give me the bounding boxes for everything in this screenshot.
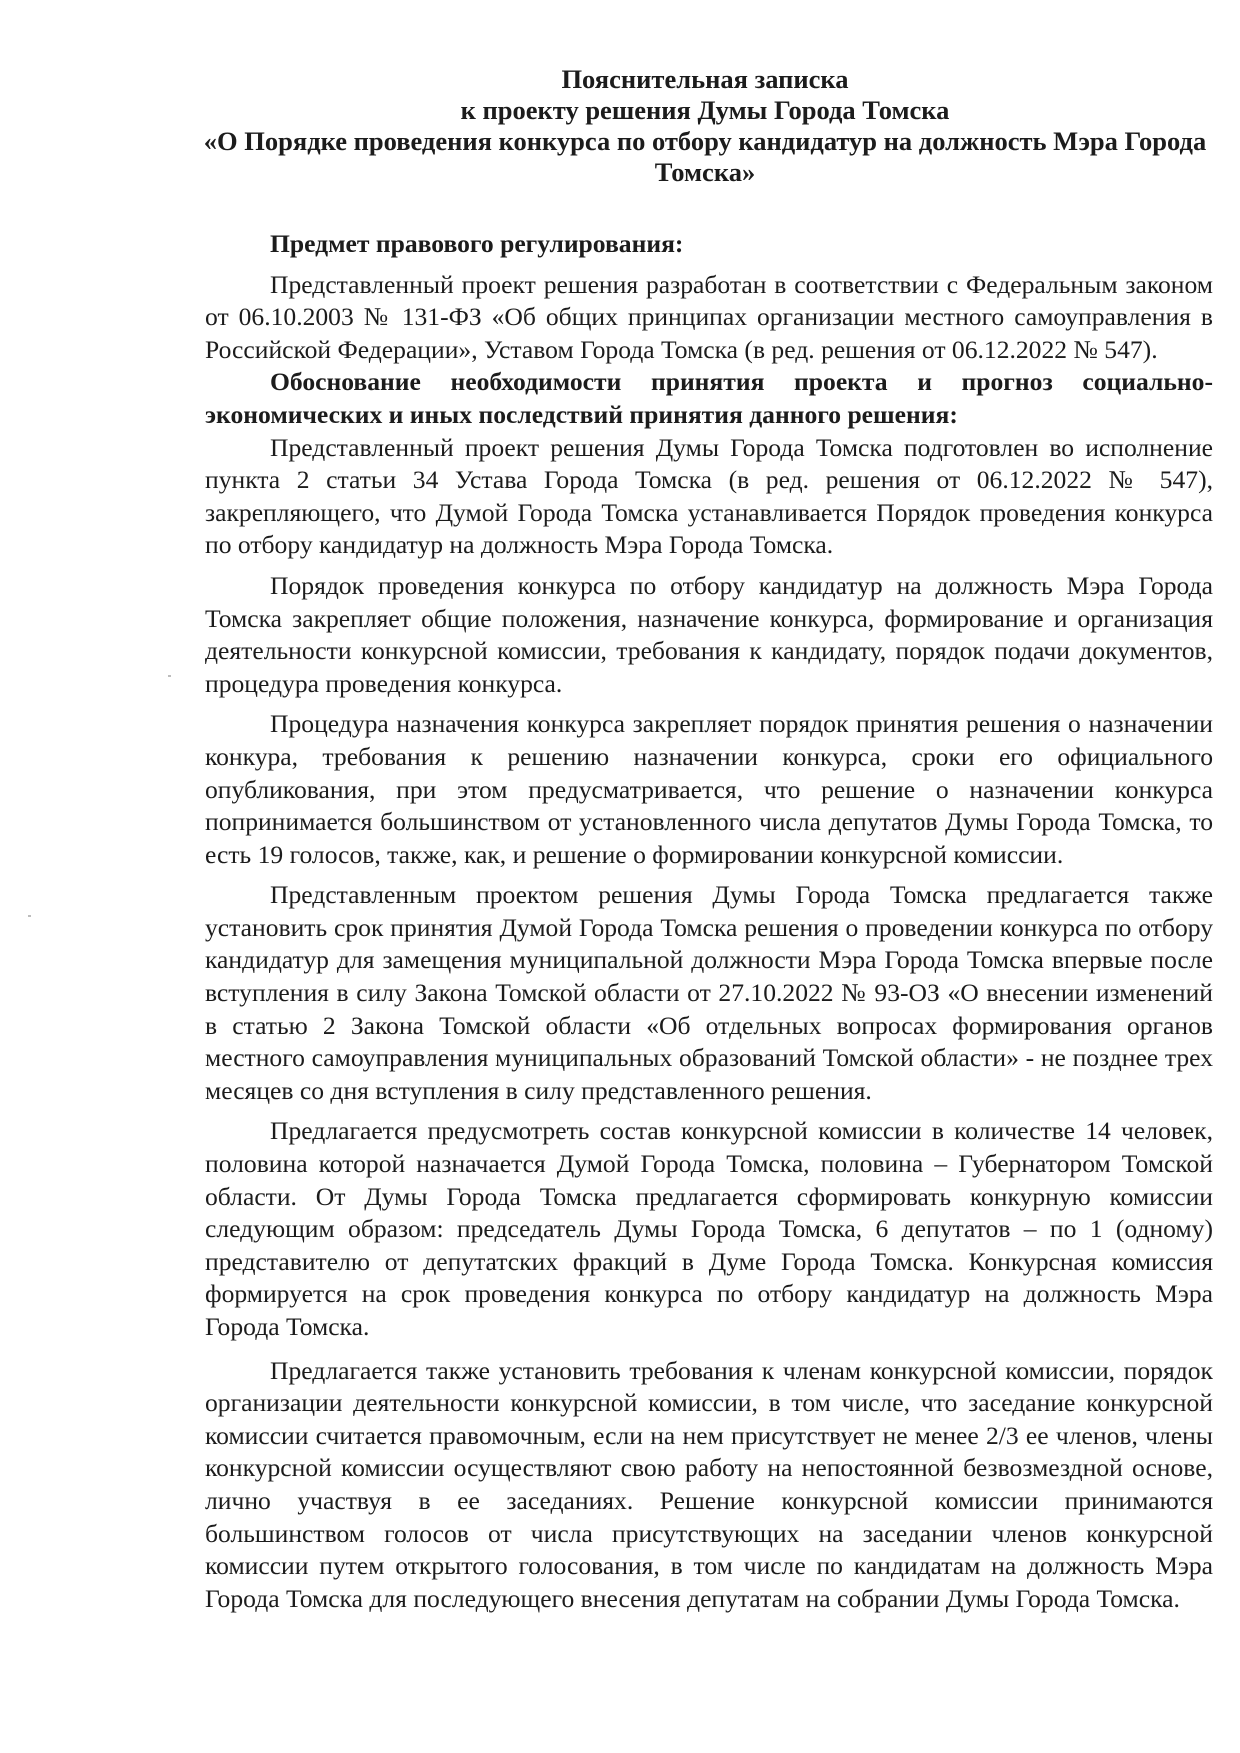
document-body [205, 228, 1213, 1615]
paragraph-procedure-content: Порядок проведения конкурса по отбору кандидатур на должность Мэра Города Томска закрепляет общие положения, назначение конкурса, формирование и организация деятельности конкурсной комиссии, требования к кандидату, порядок подачи документов, процедура проведения конкурса. [205, 570, 1213, 698]
header-decision-title-line2: Томска» [654, 157, 756, 187]
paragraph-deadline: Представленным проектом решения Думы Города Томска предлагается также установить срок принятия Думой Города Томска решения о проведении конкурса по отбору кандидатур для замещения муниципальной должности Мэра Города Томска впервые после вступления в силу Закона Томской области от 27.10.2022 № 93-ОЗ «О внесении изменений в статью 2 Закона Томской области «Об отдельных вопросах формирования органов местного самоуправления муниципальных образований Томской области» - не позднее трех месяцев со дня вступления в силу представленного решения. [205, 880, 1213, 1105]
header-decision-title-line1: «О Порядке проведения конкурса по отбору кандидатур на должность Мэра Города [203, 126, 1207, 156]
paragraph-commission-composition: Предлагается предусмотреть состав конкурсной комиссии в количестве 14 человек, половина которой назначается Думой Города Томска, половина – Губернатором Томской области. От Думы Города Томска предлагается сформировать конкурную комиссии следующим образом: председатель Думы Города Томска, 6 депутатов – по 1 (одному) представителю от депутатских фракций в Думе Города Томска. Конкурсная комиссия формируется на срок проведения конкурса по отбору кандидатур на должность Мэра Города Томска. [205, 1116, 1213, 1341]
scan-speck [168, 675, 171, 677]
paragraph-appointment-procedure: Процедура назначения конкурса закрепляет порядок принятия решения о назначении конкура, требования к решению назначении конкурса, сроки его официального опубликования, при этом предусматривается, что решение о назначении конкурса попринимается большинством от установленного числа депутатов Думы Города Томска, то есть 19 голосов, также, как, и решение о формировании конкурсной комиссии. [205, 709, 1213, 869]
paragraph-charter-reference: Представленный проект решения Думы Города Томска подготовлен во исполнение пункта 2 статьи 34 Устава Города Томска (в ред. решения от 06.12.2022 № 547), закрепляющего, что Думой Города Томска устанавливается Порядок проведения конкурса по отбору кандидатур на должность Мэра Города Томска. [205, 432, 1213, 560]
document-header [200, 64, 1210, 188]
header-subtitle: к проекту решения Думы Города Томска [460, 95, 950, 125]
subject-heading: Предмет правового регулирования: [270, 229, 684, 258]
rationale-heading: Обоснование необходимости принятия проекта и прогноз социально-экономических и иных последствий принятия данного решения: [205, 367, 1213, 429]
paragraph-legal-basis: Представленный проект решения разработан в соответствии с Федеральным законом от 06.10.2003 № 131-ФЗ «Об общих принципах организации местного самоуправления в Российской Федерации», Уставом Города Томска (в ред. решения от 06.12.2022 № 547). [205, 269, 1213, 364]
paragraph-commission-requirements: Предлагается также установить требования к членам конкурсной комиссии, порядок организации деятельности конкурсной комиссии, в том числе, что заседание конкурсной комиссии считается правомочным, если на нем присутствует не менее 2/3 ее членов, члены конкурсной комиссии осуществляют свою работу на непостоянной безвозмездной основе, лично участвуя в ее заседаниях. Решение конкурсной комиссии принимаются большинством голосов от числа присутствующих на заседании членов конкурсной комиссии путем открытого голосования, в том числе по кандидатам на должность Мэра Города Томска для последующего внесения депутатам на собрании Думы Города Томска. [205, 1355, 1213, 1613]
scan-speck [28, 915, 31, 917]
header-title: Пояснительная записка [561, 64, 849, 94]
